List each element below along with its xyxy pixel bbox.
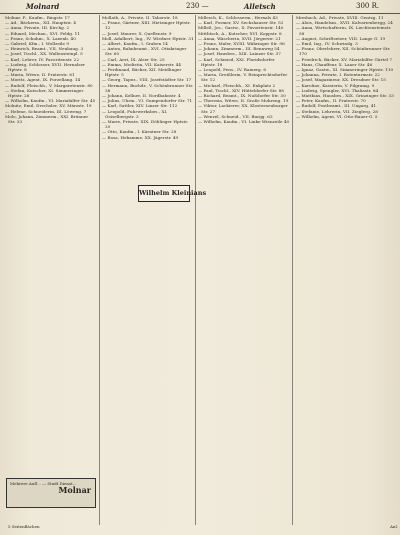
header-right-word: Alletsch [244, 2, 276, 11]
column-divider [195, 15, 196, 525]
column-divider [99, 15, 100, 525]
header-volume-mark: 300 R. [356, 2, 380, 10]
directory-entry: — Maria, Greißlerin, V. Reinprechtsdorfer Str. 12 [198, 72, 288, 83]
directory-entry: — Josef, Magazineur, XX. Dresdner Str. 15 [296, 77, 386, 83]
directory-entry: — Wilhelm, Kaufm., VI. Linke Wienzeile 40 [198, 119, 290, 125]
directory-entry: — Maria, Witwe, II. Praterstr. 61 [5, 72, 75, 78]
directory-entry: — Hans, Chauffeur, X. Laaer Str. 46 [296, 61, 373, 67]
directory-entry: — Albert, Kaufm., I. Graben 14 [102, 41, 168, 47]
directory-entry: — Franz, Gärtner, XIII. Hietzinger Hptstr. 12 [102, 20, 191, 31]
directory-entry: — August, Schriftsetzer, VIII. Lange G. 19 [296, 35, 386, 41]
directory-entry: — Rudolf, Postbeamt., III. Ungarg. 41 [296, 103, 377, 109]
directory-column-3 [198, 15, 290, 525]
directory-entry: — Georg, Tapez., VIII. Josefstädter Str. 17 [102, 77, 192, 83]
directory-entry: — Ad., Bäckerm., XII. Hauptstr. 4 [5, 20, 77, 26]
directory-entry: — Johann, Zimmerm., III. Rennweg 54 [198, 46, 280, 52]
advertisement-label: Wilhelm Kleinians [139, 189, 207, 197]
directory-entry: Miesbach, Ad., Private, XVIII. Gentzg. 11 [296, 15, 384, 20]
boxed-advertisement [138, 185, 207, 202]
directory-entry: — Wilhelm, Kaufm., VI. Mariahilfer Str. 45 [5, 98, 96, 104]
directory-entry: Millesch, K., Schlosserm., Hernals 43 [198, 15, 278, 20]
stamp-text: Mehrere Aufl... — Stadt Dienst... [10, 481, 77, 486]
directory-entry: — Eduard, Mechan., XVI. Feldg. 11 [5, 30, 80, 36]
directory-entry: — Stefan, Kutscher, XI. Simmeringer Hptstr. 26 [5, 87, 84, 99]
directory-entry: — Friedrich, Bäcker, XV. Mariahilfer Gürtel 7 [296, 56, 393, 62]
directory-entry: — Paul, Tischl., XIV. Hütteldorfer Str. 88 [198, 87, 284, 93]
directory-entry: — Moritz, Agent, IX. Porzellang. 14 [5, 77, 81, 83]
directory-entry: Milleß, Jos., Gastw., X. Favoritenstr. 140 [198, 25, 284, 31]
directory-entry: — Matthias, Hausbes., XIX. Grinzinger Str. 33 [296, 93, 394, 99]
directory-entry: — Heinrich, Beamt., VII. Neubaug. 3 [5, 46, 84, 52]
directory-entry: — Stefanie, Lehrerin, VII. Zieglerg. 28 [296, 108, 378, 114]
directory-entry: — Richard, Beamt., IX. Nußdorfer Str. 30 [198, 93, 286, 99]
directory-column-2 [102, 15, 194, 525]
directory-column-4 [296, 15, 394, 525]
stamp-advertisement [6, 478, 96, 508]
directory-entry: — Otto, Kaufm., I. Kärntner Str. 28 [102, 129, 177, 135]
directory-entry: — Franz, Oberlehrer, XII. Schönbrunner Str. 170 [296, 46, 391, 57]
directory-entry: — Leopold, Pens., IV. Rainerg. 6 [198, 67, 267, 73]
directory-column-1 [5, 15, 97, 525]
directory-entry: — Anna, Private, III. Kirchg. 2 [5, 25, 70, 31]
directory-entry: — Anna, Wäscherin, XVII. Jörgerstr. 21 [198, 35, 281, 41]
directory-entry: — Josef, Tischl., XX. Wallensteinpl. 5 [5, 51, 83, 57]
directory-entry: — Franz, Maler, XVIII. Währinger Str. 96 [198, 41, 285, 47]
directory-entry: — Josef, Maurer, X. Quellenstr. 9 [102, 30, 172, 36]
directory-entry: — Michael, Fleischh., XI. Enkplatz 2 [198, 82, 276, 88]
page-number: 230 — [186, 2, 209, 10]
directory-entry: — Leopold, Fuhrwerksbes., XI. Geiselbergstr. 3 [102, 108, 168, 119]
footer-left: 5 Seitenflächen [8, 524, 40, 529]
directory-entry: — Rosa, Hebamme, XX. Jägerstr. 49 [102, 134, 179, 140]
directory-entry: Molo, Johann, Zimmerm., XXI. Brünner Str. 33 [5, 113, 89, 125]
page-header [0, 0, 400, 14]
directory-entry: — Emma, Modistin, VII. Kaiserstr. 44 [102, 61, 182, 67]
directory-entry: — Karl, Schmied, XXI. Floridsdorfer Hptstr. 18 [198, 56, 275, 67]
directory-entry: Molnitz, Emil, Drechsler, XV. Märzstr. 19 [5, 103, 92, 109]
directory-entry: — Gabriel, Kfm., I. Wollzeile 9 [5, 41, 69, 47]
directory-entry: — Julius, Uhrm., VI. Gumpendorfer Str. 71 [102, 98, 193, 104]
directory-entry: — Anton, Bahnbeamt., XVI. Ottakringer Str. 60 [102, 46, 187, 57]
directory-entry: — Johanna, Private, I. Rotenturmstr. 22 [296, 72, 380, 78]
directory-entry: — Ignaz, Gastw., XI. Simmeringer Hptstr. 110 [296, 67, 394, 73]
directory-entry: — Marie, Private, XIX. Döblinger Hptstr. 20 [102, 119, 189, 130]
directory-entry: — Franz, Schuhm., X. Laxenb. 40 [5, 35, 76, 41]
directory-entry: — Karl, Lehrer, IV. Favoritenstr. 22 [5, 56, 80, 62]
directory-entry: — Josef, Hausbes., XIII. Lainzer Str. 37 [198, 51, 281, 57]
directory-entry: — Alois, Handelsm., XVII. Kalvarienbergg. 24 [296, 20, 393, 26]
directory-entry: Mollath, A., Private, II. Taborstr. 18 [102, 15, 178, 20]
directory-entry: — Karoline, Kassierin, V. Pilgramg. 9 [296, 82, 375, 88]
header-left-word: Molnard [26, 2, 60, 11]
directory-entry: Molnar, F., Kaufm., Ringstr. 17 [5, 15, 70, 20]
directory-entry: — Viktor, Lackierer, XX. Klosterneuburger Str. 27 [198, 103, 288, 114]
directory-entry: — Theresia, Witwe, II. Große Mohreng. 19 [198, 98, 289, 104]
directory-entry: — Ludwig, Schlosser, XVII. Hernalser Hptstr. 8 [5, 61, 85, 73]
directory-entry: Moll, Adalbert, Ing., IV. Wiedner Hptstr. 31 [102, 35, 194, 41]
column-divider [292, 15, 293, 525]
directory-entry: — Helene, Schneiderin, III. Löweng. 7 [5, 108, 87, 114]
footer-right: Anl. [390, 524, 399, 529]
directory-entry: — Wilhelm, Agent, VI. Otto-Bauer-G. 5 [296, 113, 378, 119]
directory-entry: — Emil, Ing., IV. Schwindg. 3 [296, 41, 358, 47]
directory-entry: — Wenzel, Schneid., VII. Burgg. 63 [198, 113, 273, 119]
directory-entry: — Peter, Kaufm., II. Praterstr. 70 [296, 98, 366, 104]
directory-entry: — Ferdinand, Bäcker, XII. Meidlinger Hptstr. 5 [102, 67, 182, 78]
directory-entry: — Carl, Arzt, IX. Alser Str. 25 [102, 56, 165, 62]
directory-entry: — Anna, Wirtschafterin, IX. Liechtensteinstr. 58 [296, 25, 392, 36]
directory-entry: — Rudolf, Fleischh., V. Margaretenstr. 80 [5, 82, 93, 88]
stamp-word: Molnar [58, 485, 91, 495]
directory-entry: Mittlitsch, A., Kutscher, XVI. Koppstr. 8 [198, 30, 282, 36]
directory-entry: — Hermann, Buchdr., V. Schönbrunner Str. 38 [102, 82, 194, 93]
directory-entry: — Johann, Kellner, II. Nordbahnstr. 4 [102, 93, 181, 99]
directory-entry: — Ludwig, Spengler, XVI. Thaliastr. 84 [296, 87, 379, 93]
directory-entry: — Karl, Former, XV. Sechshauser Str. 52 [198, 20, 284, 26]
directory-entry: — Karl, Sattler, XIV. Linzer Str. 112 [102, 103, 178, 109]
